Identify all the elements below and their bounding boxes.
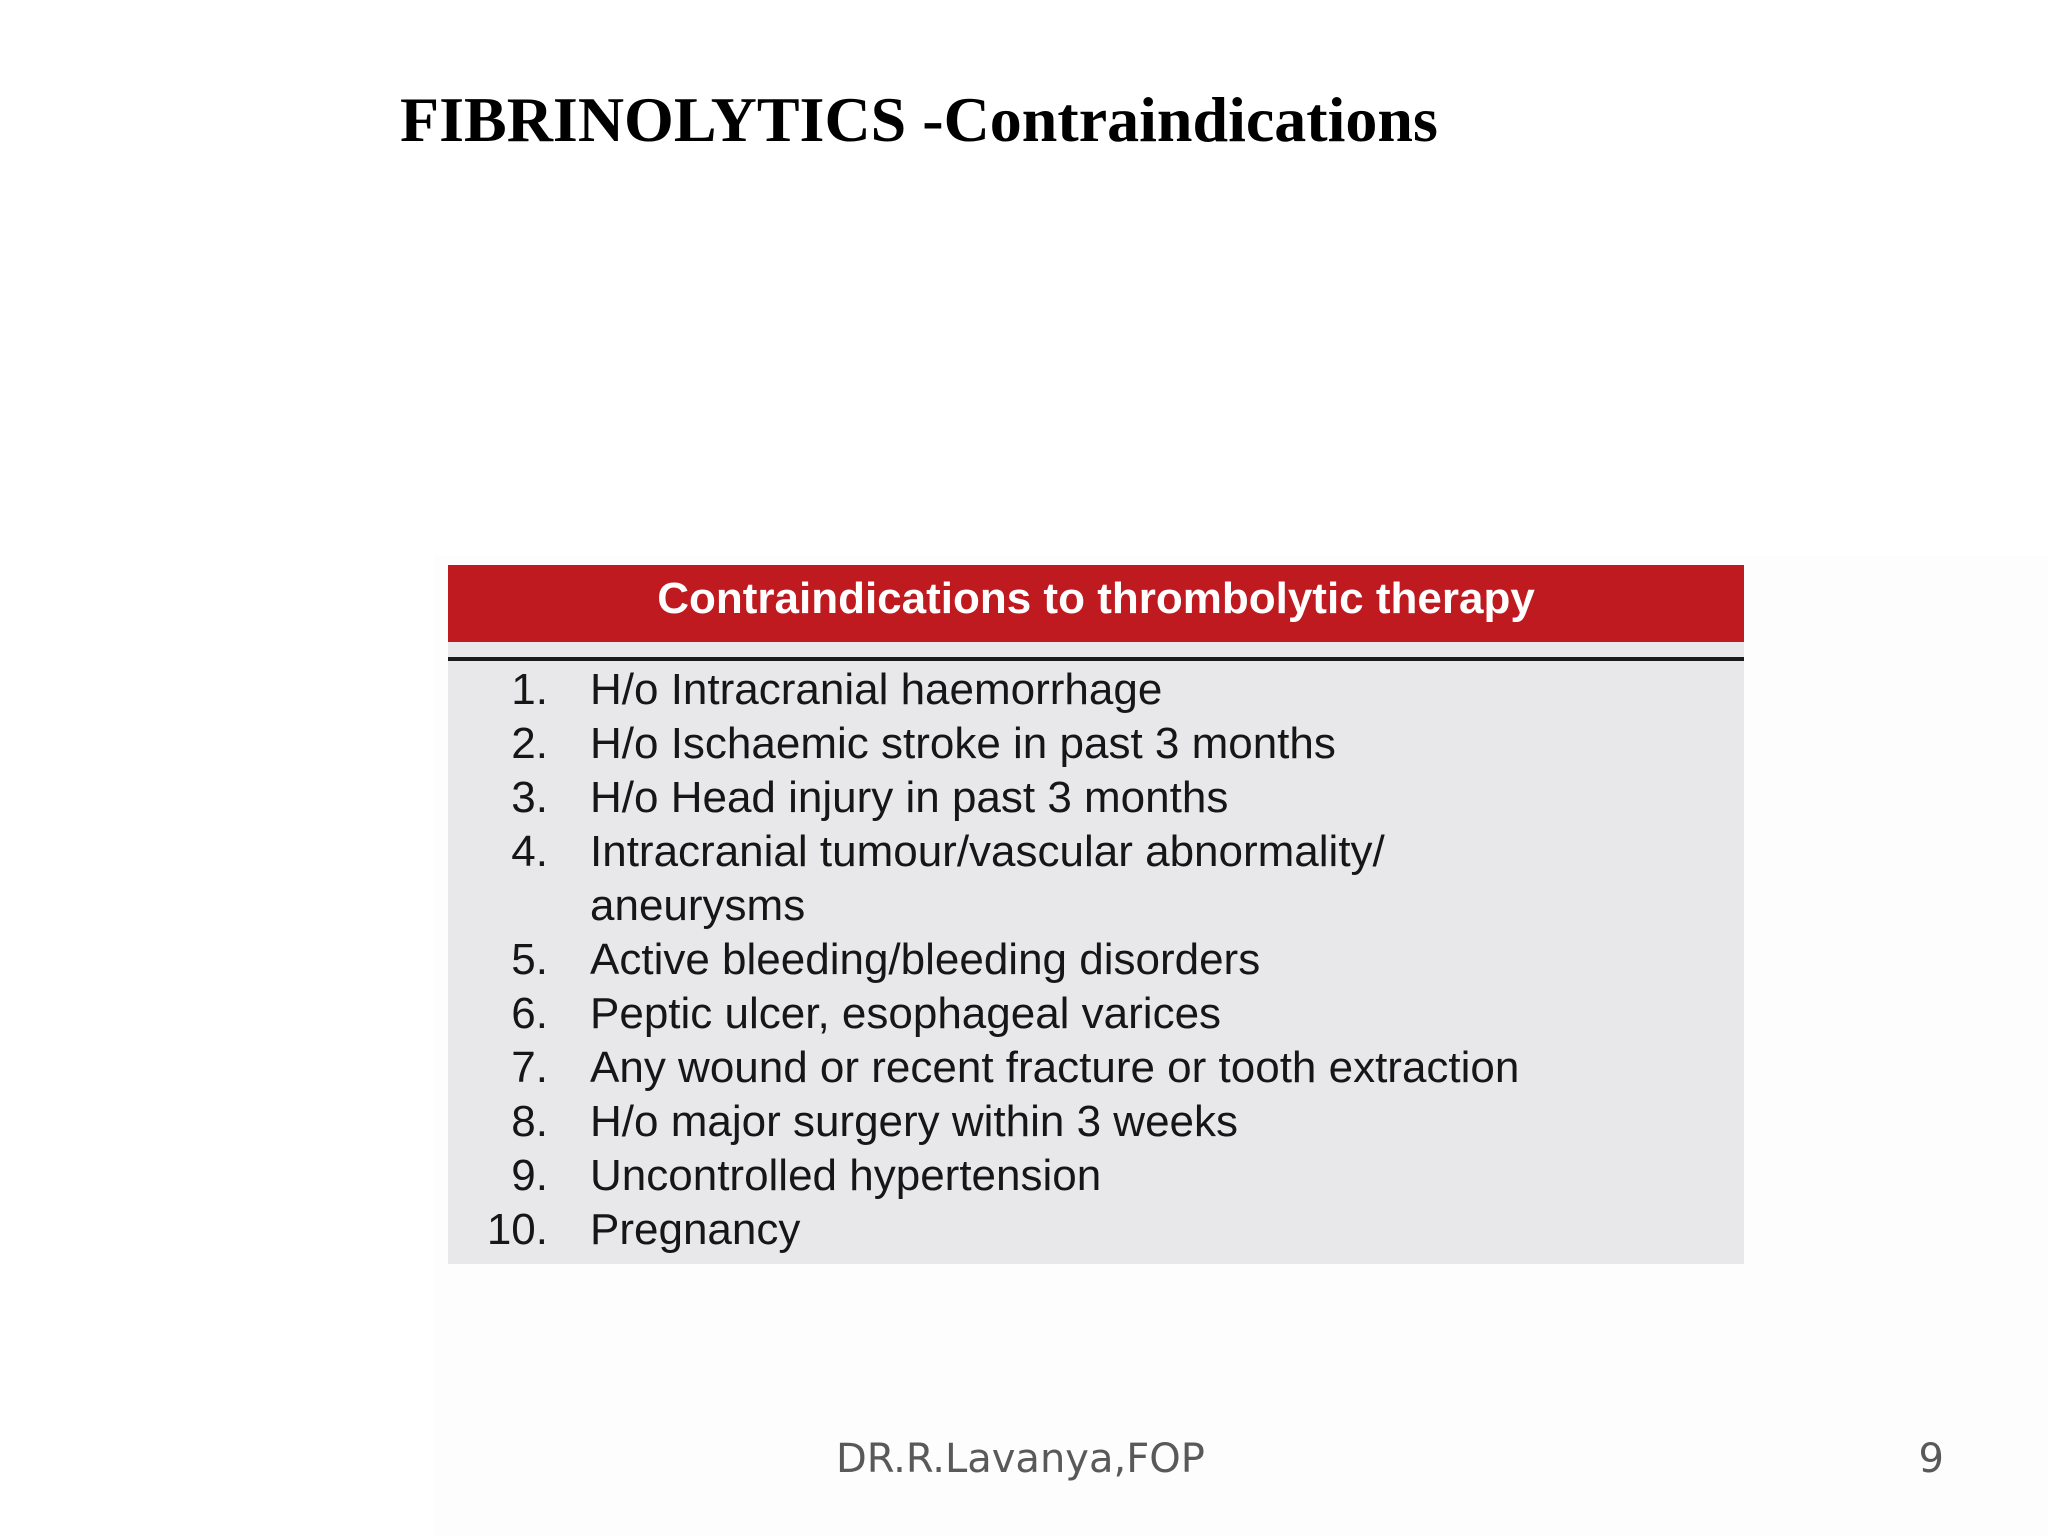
footer-author: DR.R.Lavanya,FOP: [836, 1436, 1205, 1482]
contraindications-table: [448, 565, 1744, 1264]
item-text: H/o Intracranial haemorrhage: [590, 665, 1163, 714]
item-text: [590, 825, 1385, 933]
list-item: [448, 717, 1744, 771]
list-item: [448, 1203, 1744, 1257]
item-number: 8.: [511, 1097, 548, 1146]
item-text: H/o Head injury in past 3 months: [590, 773, 1229, 822]
item-number: 3.: [511, 773, 548, 822]
page-number: 9: [1918, 1436, 1944, 1482]
item-text-line-1: Intracranial tumour/vascular abnormality/: [590, 827, 1385, 876]
list-item: [448, 771, 1744, 825]
item-text: Peptic ulcer, esophageal varices: [590, 989, 1222, 1038]
item-number: 5.: [511, 935, 548, 984]
item-text: Pregnancy: [590, 1205, 801, 1254]
item-number: 10.: [486, 1205, 548, 1254]
table-header: Contraindications to thrombolytic therapy: [448, 565, 1744, 642]
item-text: Any wound or recent fracture or tooth extraction: [590, 1043, 1520, 1092]
item-text: H/o Ischaemic stroke in past 3 months: [590, 719, 1336, 768]
list-item: [448, 1041, 1744, 1095]
header-divider: [448, 657, 1744, 661]
list-item: [448, 663, 1744, 717]
list-item: [448, 987, 1744, 1041]
item-text: Active bleeding/bleeding disorders: [590, 935, 1261, 984]
item-number: 2.: [511, 719, 548, 768]
item-number: 7.: [511, 1043, 548, 1092]
list-item: [448, 825, 1744, 933]
list-item: [448, 1095, 1744, 1149]
contraindication-list: [448, 663, 1744, 1257]
list-item: [448, 933, 1744, 987]
item-text: Uncontrolled hypertension: [590, 1151, 1102, 1200]
item-number: 6.: [511, 989, 548, 1038]
slide-title: FIBRINOLYTICS -Contraindications: [400, 84, 1438, 155]
item-number: 9.: [511, 1151, 548, 1200]
item-text: H/o major surgery within 3 weeks: [590, 1097, 1239, 1146]
item-number: 1.: [511, 665, 548, 714]
item-number: 4.: [511, 827, 548, 876]
list-item: [448, 1149, 1744, 1203]
item-text-line-2: aneurysms: [590, 881, 806, 930]
